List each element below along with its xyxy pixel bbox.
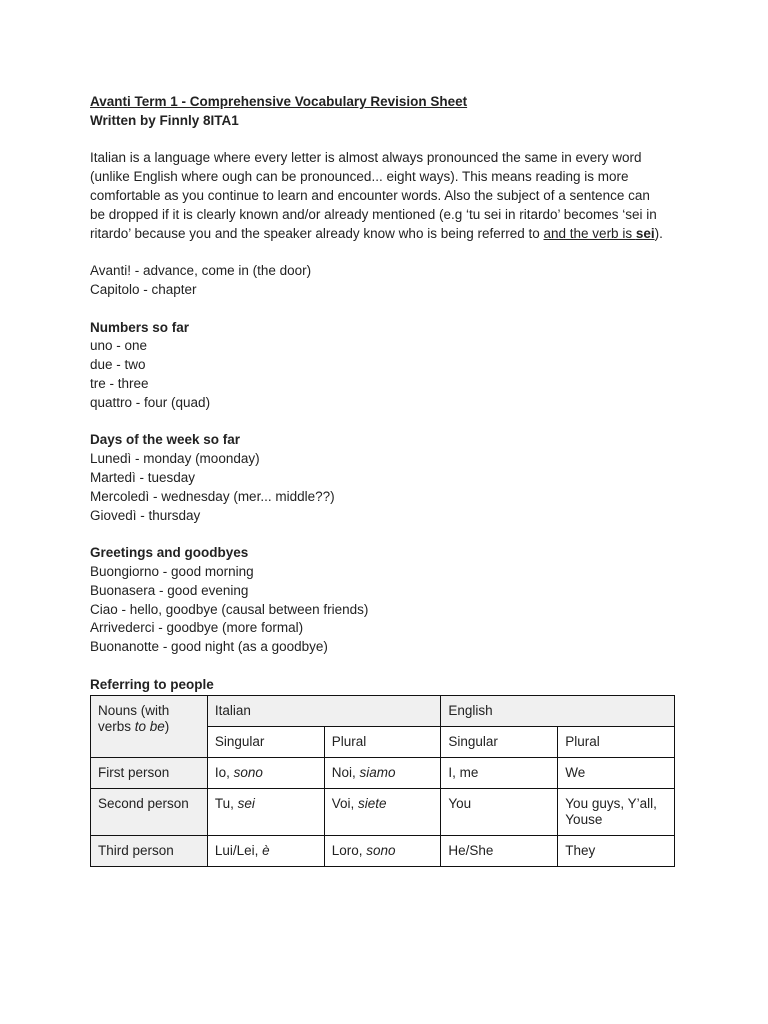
greetings-item: Buongiorno - good morning [90, 563, 254, 579]
subheader-cell: Singular [207, 726, 324, 757]
subheader-cell: Singular [441, 726, 558, 757]
intro-line: (unlike English where ough can be pronounced... eight ways). This means reading is more [90, 169, 629, 185]
days-item: Mercoledì - wednesday (mer... middle??) [90, 488, 335, 504]
italian-singular-cell: Tu, sei [207, 788, 324, 835]
intro-line: Italian is a language where every letter is almost always pronounced the same in every word [90, 150, 642, 166]
italian-plural-cell: Noi, siamo [324, 757, 441, 788]
days-heading: Days of the week so far [90, 432, 241, 448]
intro-bold-verb: sei [635, 225, 655, 241]
subheader-cell: Plural [558, 726, 675, 757]
italian-plural-cell: Loro, sono [324, 835, 441, 866]
english-header-cell: English [441, 695, 675, 726]
intro-underlined-text: and the verb is sei [543, 225, 655, 241]
italian-header-cell: Italian [207, 695, 441, 726]
numbers-item: tre - three [90, 375, 149, 391]
english-singular-cell: He/She [441, 835, 558, 866]
intro-text-end: ). [654, 225, 663, 241]
days-item: Martedì - tuesday [90, 469, 196, 485]
intro-paragraph [90, 149, 708, 243]
table-row [91, 788, 675, 835]
table-corner-cell: Nouns (with verbs to be) [91, 695, 208, 757]
table-row [91, 835, 675, 866]
days-item: Lunedì - monday (moonday) [90, 451, 260, 467]
vocab-item: Avanti! - advance, come in (the door) [90, 263, 312, 279]
intro-line [90, 225, 708, 244]
table-row [91, 757, 675, 788]
greetings-item: Buonanotte - good night (as a goodbye) [90, 639, 328, 655]
person-label-cell: First person [91, 757, 208, 788]
people-table [90, 695, 675, 867]
english-plural-cell: We [558, 757, 675, 788]
italian-singular-cell: Lui/Lei, è [207, 835, 324, 866]
greetings-heading: Greetings and goodbyes [90, 545, 249, 561]
numbers-item: uno - one [90, 338, 148, 354]
english-singular-cell: I, me [441, 757, 558, 788]
numbers-item: due - two [90, 357, 146, 373]
document-title: Avanti Term 1 - Comprehensive Vocabulary Revision Sheet [90, 94, 468, 109]
english-plural-cell: You guys, Y’all, Youse [558, 788, 675, 835]
greetings-item: Ciao - hello, goodbye (causal between friends) [90, 601, 369, 617]
days-item: Giovedì - thursday [90, 507, 201, 523]
numbers-heading: Numbers so far [90, 319, 190, 335]
numbers-item: quattro - four (quad) [90, 394, 211, 410]
italian-plural-cell: Voi, siete [324, 788, 441, 835]
english-singular-cell: You [441, 788, 558, 835]
people-heading: Referring to people [90, 676, 214, 692]
intro-line: comfortable as you continue to learn and encounter words. Also the subject of a sentence can [90, 187, 650, 203]
subheader-cell: Plural [324, 726, 441, 757]
person-label-cell: Second person [91, 788, 208, 835]
document-author: Written by Finnly 8ITA1 [90, 112, 239, 128]
table-header-row [91, 695, 675, 726]
intro-line: be dropped if it is clearly known and/or already mentioned (e.g ‘tu sei in ritardo’ becomes ‘sei in [90, 206, 657, 222]
english-plural-cell: They [558, 835, 675, 866]
greetings-item: Arrivederci - goodbye (more formal) [90, 620, 304, 636]
vocab-item: Capitolo - chapter [90, 281, 197, 297]
greetings-item: Buonasera - good evening [90, 582, 249, 598]
italian-singular-cell: Io, sono [207, 757, 324, 788]
intro-text: ritardo’ because you and the speaker already know who is being referred to [90, 225, 544, 241]
person-label-cell: Third person [91, 835, 208, 866]
